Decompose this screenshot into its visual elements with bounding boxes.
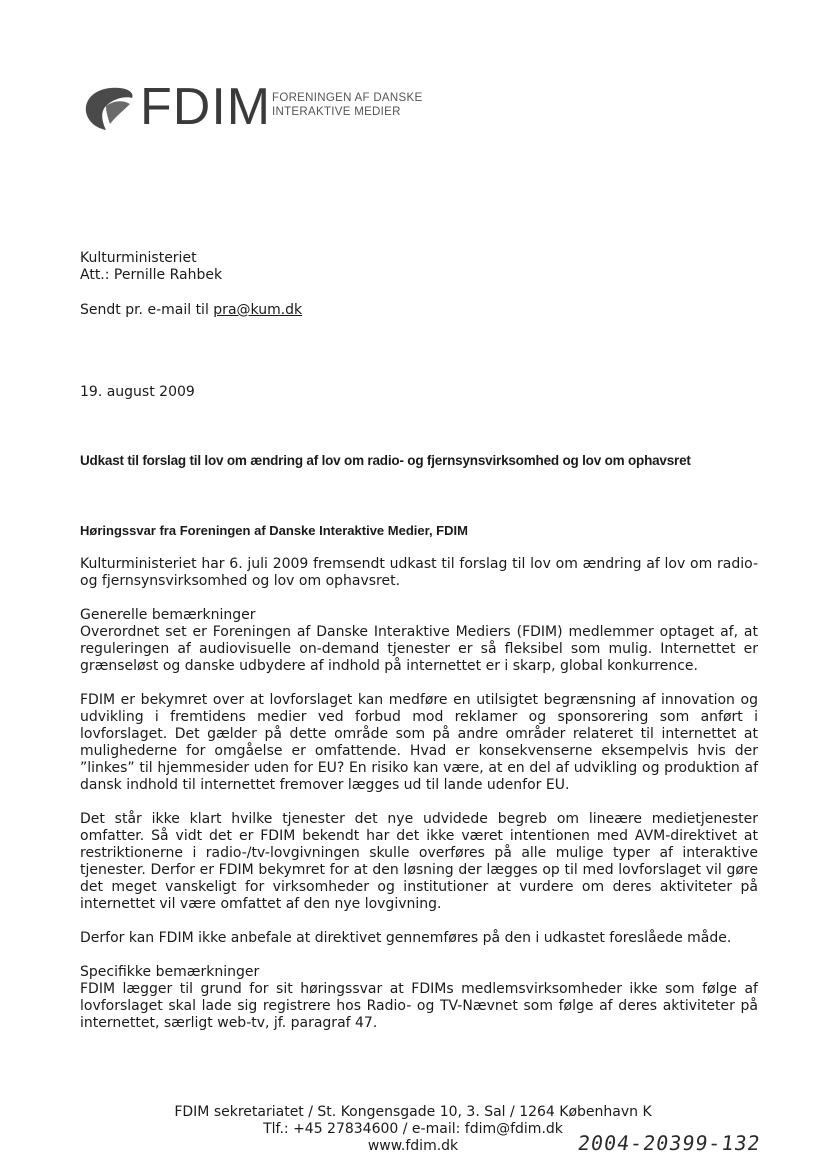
letter-date: 19. august 2009 bbox=[80, 384, 195, 400]
recipient-line2: Att.: Pernille Rahbek bbox=[80, 267, 223, 283]
sent-prefix: Sendt pr. e-mail til bbox=[80, 302, 214, 318]
sent-by-email bbox=[80, 302, 758, 319]
leaf-logo-icon bbox=[80, 82, 136, 134]
recipient-email-link[interactable]: pra@kum.dk bbox=[213, 302, 303, 318]
heading-general: Generelle bemærkninger bbox=[80, 607, 256, 623]
footer-website: www.fdim.dk bbox=[367, 1138, 459, 1154]
paragraph-intro: Kulturministeriet har 6. juli 2009 fremsendt udkast til forslag til lov om ændring af lov om radio- og fjernsynsvirksomhed og lov om ophavsret. bbox=[80, 556, 758, 589]
recipient-address bbox=[80, 250, 758, 284]
paragraph-concern: FDIM er bekymret over at lovforslaget kan medføre en utilsigtet begrænsning af innovation og udvikling i fremtidens medier ved forbud mod reklamer og sponsorering som anført i lovforslaget. Det gælder på dette område som på andre områder relateret til internettet at mulighederne for omgåelse er omfattende. Hvad er konsekvenserne eksempelvis hvis der ”linkes” til hjemmesider uden for EU? En risiko kan være, at en del af udvikling og produktion af dansk indhold til internettet fremover lægges ud til lande udenfor EU. bbox=[80, 692, 758, 793]
document-title: Udkast til forslag til lov om ændring af lov om radio- og fjernsynsvirksomhed og lov om ophavsret bbox=[80, 453, 691, 468]
paragraph-specific: FDIM lægger til grund for sit høringssvar at FDIMs medlemsvirksomheder ikke som følge af lovforslaget skal lade sig registrere hos Radio- og TV-Nævnet som følge af deres aktiviteter på internettet, særligt web-tv, jf. paragraf 47. bbox=[80, 981, 758, 1031]
logo-wordmark: FDIM bbox=[140, 78, 272, 136]
paragraph-general: Overordnet set er Foreningen af Danske Interaktive Mediers (FDIM) medlemmer optaget af, at reguleringen af audiovisuelle on-demand tjenester er så fleksibel som mulig. Internettet er grænseløst og danske udbydere af indhold på internettet er i skarp, global konkurrence. bbox=[80, 624, 758, 674]
footer-address: FDIM sekretariatet / St. Kongensgade 10, 3. Sal / 1264 København K bbox=[174, 1104, 652, 1120]
footer-contact: Tlf.: +45 27834600 / e-mail: fdim@fdim.dk bbox=[263, 1121, 563, 1137]
handwritten-reference-number: 2004-20399-132 bbox=[576, 1131, 763, 1155]
document-subtitle: Høringssvar fra Foreningen af Danske Interaktive Medier, FDIM bbox=[80, 523, 468, 538]
heading-specific: Specifikke bemærkninger bbox=[80, 964, 260, 980]
letter-body bbox=[80, 556, 758, 1049]
recipient-line1: Kulturministeriet bbox=[80, 250, 197, 266]
logo-subtitle-line2: INTERAKTIVE MEDIER bbox=[272, 106, 401, 118]
fdim-logo bbox=[80, 80, 480, 140]
logo-subtitle bbox=[272, 91, 422, 119]
logo-subtitle-line1: FORENINGEN AF DANSKE bbox=[272, 92, 423, 104]
paragraph-recommend: Derfor kan FDIM ikke anbefale at direktivet gennemføres på den i udkastet foreslåede måde. bbox=[80, 930, 732, 946]
paragraph-unclear: Det står ikke klart hvilke tjenester det nye udvidede begreb om lineære medietjenester omfatter. Så vidt det er FDIM bekendt har det ikke været intentionen med AVM-direktivet at restriktionerne i radio-/tv-lovgivningen skulle overføres på alle mulige typer af interaktive tjenester. Derfor er FDIM bekymret for at den løsning der lægges op til med lovforslaget vil gøre det meget vanskeligt for virksomheder og institutioner at vurdere om deres aktiviteter på internettet vil være omfattet af den nye lovgivning. bbox=[80, 811, 758, 912]
